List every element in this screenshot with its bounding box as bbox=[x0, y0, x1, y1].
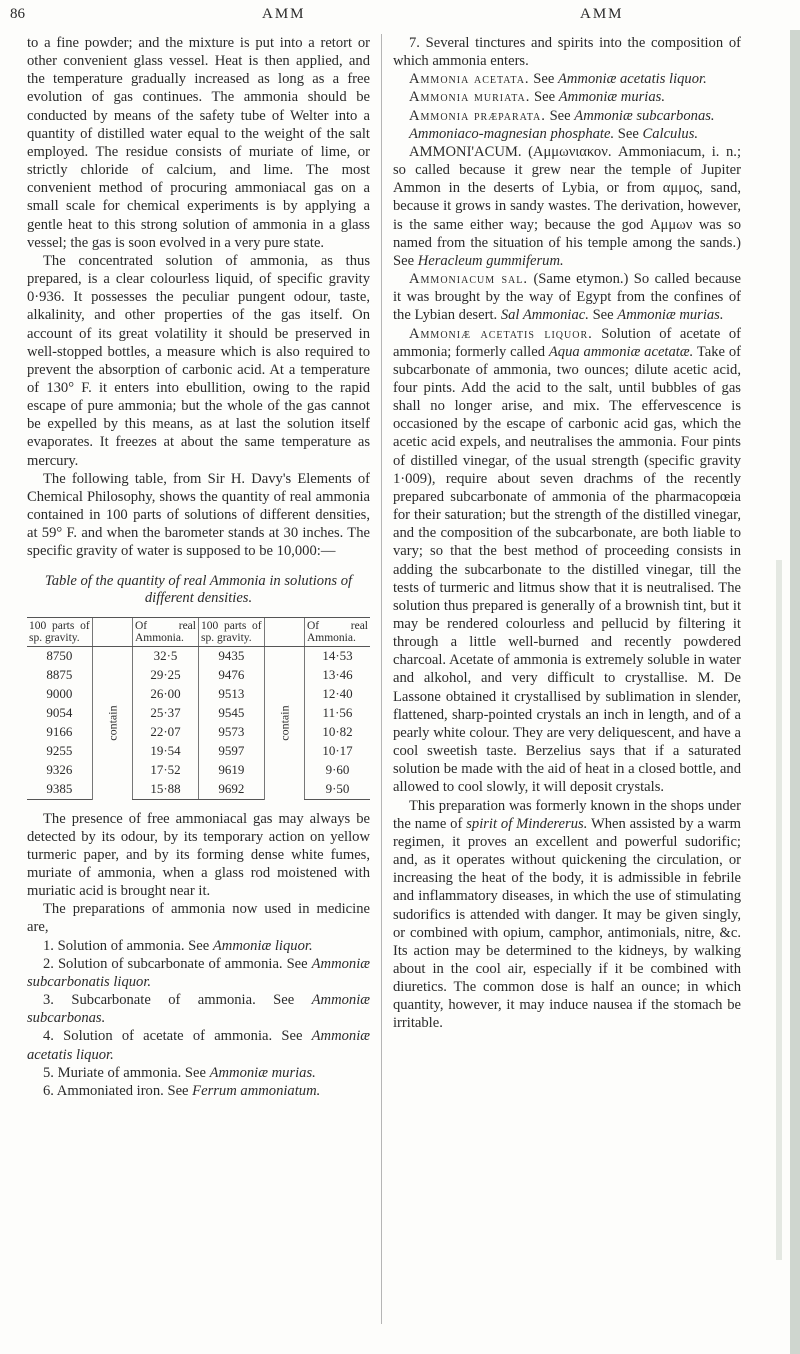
table-cell: 10·82 bbox=[304, 723, 370, 742]
table-cell: 32·5 bbox=[132, 646, 198, 666]
table-row bbox=[27, 704, 370, 723]
list-item: 6. Ammoniated iron. See Ferrum ammoniatum. bbox=[43, 1082, 321, 1099]
table-cell: 9597 bbox=[198, 742, 264, 761]
paragraph: 7. Several tinctures and spirits into the composition of which ammonia enters. bbox=[393, 35, 741, 70]
table-cell: 8875 bbox=[46, 666, 73, 682]
list-item: 3. Subcarbonate of ammonia. See Ammoniæ subcarbonas. bbox=[27, 992, 371, 1027]
entry-magnesian-phosphate: Ammoniaco-magnesian phosphate. See Calculus. bbox=[409, 125, 699, 142]
paragraph: The following table, from Sir H. Davy's Elements of Chemical Philosophy, shows the quantity of real ammonia contained in 100 parts of solutions of different densities, at 59° F. and when the barometer stands at 30 inches. The specific gravity of water is supposed to be 10,000:— bbox=[27, 470, 370, 560]
page-number: 86 bbox=[10, 6, 25, 22]
list-item: 2. Solution of subcarbonate of ammonia. See Ammoniæ subcarbonatis liquor. bbox=[27, 955, 370, 990]
table-cell: 9000 bbox=[46, 685, 73, 701]
table-cell: 29·25 bbox=[132, 666, 198, 685]
table-header: 100 parts of sp. gravity. bbox=[27, 617, 92, 646]
paragraph: This preparation was formerly known in the shops under the name of spirit of Mindererus. When assisted by a warm regimen, it proves an excellent and powerful sudorific; and, as it operates without quickening the circulation, or increasing the heat of the body, it is admissible in febrile and inflammatory diseases, in which the use of stimulating sudorifics is attended with danger. It may be given singly, or combined with opium, camphor, antimonials, nitre, &c. Its action may be determined to the kidneys, by walking about in the cool air, especially if it be combined with diuretics. The common dose is half an ounce; in which quantity, however, it may induce nausea if the stomach be irritable. bbox=[393, 797, 741, 1032]
right-column bbox=[393, 34, 741, 1033]
table-row bbox=[27, 780, 370, 800]
table-cell: 9054 bbox=[46, 704, 73, 720]
table-cell: 13·46 bbox=[304, 666, 370, 685]
running-head-right: AMM bbox=[580, 6, 624, 22]
table-cell: 9166 bbox=[46, 723, 73, 739]
list-item: 5. Muriate of ammonia. See Ammoniæ murias. bbox=[43, 1064, 316, 1081]
paragraph: The presence of free ammoniacal gas may always be detected by its odour, by its temporary action on yellow turmeric paper, and by its forming dense white fumes, muriate of ammonia, when a glass rod moistened with muriatic acid is brought near it. bbox=[27, 810, 370, 900]
table-cell: 9619 bbox=[198, 761, 264, 780]
table-cell: 9545 bbox=[198, 704, 264, 723]
table-cell: 14·53 bbox=[304, 646, 370, 666]
table-row bbox=[27, 742, 370, 761]
table-cell: 8750 bbox=[46, 647, 73, 663]
table-cell: 9385 bbox=[27, 780, 92, 800]
table-header: Of real Ammonia. bbox=[132, 617, 198, 646]
running-head-left: AMM bbox=[262, 6, 306, 22]
table-header-spacer bbox=[264, 617, 304, 646]
table-cell: 9692 bbox=[198, 780, 264, 800]
entry-ammonia-muriata: Ammonia muriata. See Ammoniæ murias. bbox=[409, 89, 665, 106]
table-header: 100 parts of sp. gravity. bbox=[198, 617, 264, 646]
table-row bbox=[27, 761, 370, 780]
table-cell: 9·50 bbox=[304, 780, 370, 800]
table-row bbox=[27, 666, 370, 685]
table-cell: 10·17 bbox=[304, 742, 370, 761]
column-divider bbox=[381, 34, 382, 1324]
table-cell: 15·88 bbox=[132, 780, 198, 800]
table-cell: 9326 bbox=[46, 761, 73, 777]
table-cell: 9·60 bbox=[304, 761, 370, 780]
list-item: 1. Solution of ammonia. See Ammoniæ liquor. bbox=[43, 937, 313, 954]
table-cell: 9476 bbox=[198, 666, 264, 685]
contain-label: contain bbox=[92, 646, 132, 799]
table-cell: 11·56 bbox=[304, 704, 370, 723]
entry-ammoniacum-sal: Ammoniacum sal. (Same etymon.) So called because it was brought by the way of Egypt from the confines of the Lybian desert. Sal Ammoniac. See Ammoniæ murias. bbox=[393, 271, 741, 324]
table-cell: 9255 bbox=[46, 742, 73, 758]
table-cell: 9435 bbox=[198, 646, 264, 666]
table-row bbox=[27, 646, 370, 666]
left-column bbox=[27, 34, 370, 1100]
paragraph: The preparations of ammonia now used in medicine are, bbox=[27, 901, 370, 936]
table-header-spacer bbox=[92, 617, 132, 646]
entry-acetatis-liquor: Ammoniæ acetatis liquor. Solution of acetate of ammonia; formerly called Aqua ammoniæ acetatæ. Take of subcarbonate of ammonia, two ounces; dilute acetic acid, four pints. Add the acid to the salt, until bubbles of gas shall no longer arise, and mix. The effervescence is occasioned by the escape of carbonic acid gas, which the acetic acid expels, and neutralises the ammonia. Four pints of distilled vinegar, of the usual strength (specific gravity 1·009), require about seven drachms of the recently prepared subcarbonate of ammonia of the pharmacopœia for their saturation; but the strength of the distilled vinegar, and the composition of the subcarbonate, are both liable to vary; so that the best method of proceeding consists in adding the subcarbonate to the distilled vinegar, till the tests of turmeric and litmus show that it is neutralised. The solution thus prepared is generally of a brownish tint, but it may be rendered colourless and pellucid by filtering it through a little well-burned and recently powdered charcoal. Acetate of ammonia is extremely soluble in water and alkohol, and very difficult to crystallise. M. De Lassone obtained it crystallised by sublimation in slender, flattened, sharp-pointed crystals an inch in length, and of a pearly white colour. They are very deliquescent, and have a cool sweetish taste. Berzelius says that if a saturated solution be made with the aid of heat in a closed bottle, and allowed to cool slowly, it will deposit crystals. bbox=[393, 325, 741, 796]
page-shadow bbox=[776, 560, 782, 1260]
paragraph: to a fine powder; and the mixture is put into a retort or other convenient glass vessel. Heat is then applied, and the temperature gradually increased as long as a free evolution of gas continues. The ammonia should be conducted by means of the safety tube of Welter into a quantity of distilled water equal to the weight of the salt employed. The residue consists of muriate of lime, or strictly chloride of calcium, and lime. The most convenient method of procuring ammoniacal gas on a small scale for chemical experiments is by applying a gentle heat to this strong solution of ammonia in a glass vessel; the gas is soon evolved in a very pure state. bbox=[27, 35, 370, 251]
table-row bbox=[27, 723, 370, 742]
page-header bbox=[0, 4, 800, 32]
table-row bbox=[27, 685, 370, 704]
table-caption: Table of the quantity of real Ammonia in solutions of different densities. bbox=[44, 572, 353, 606]
table-cell: 12·40 bbox=[304, 685, 370, 704]
table-cell: 26·00 bbox=[132, 685, 198, 704]
table-cell: 22·07 bbox=[132, 723, 198, 742]
page-edge bbox=[790, 30, 800, 1354]
table-header: Of real Ammonia. bbox=[304, 617, 370, 646]
entry-ammonia-acetata: Ammonia acetata. See Ammoniæ acetatis liquor. bbox=[409, 71, 707, 88]
table-cell: 9573 bbox=[198, 723, 264, 742]
table-cell: 9513 bbox=[198, 685, 264, 704]
table-cell: 19·54 bbox=[132, 742, 198, 761]
list-item: 4. Solution of acetate of ammonia. See Ammoniæ acetatis liquor. bbox=[27, 1028, 370, 1063]
paragraph: The concentrated solution of ammonia, as thus prepared, is a clear colourless liquid, of specific gravity 0·936. It possesses the peculiar pungent odour, taste, alkalinity, and other properties of the gas itself. On account of its great volatility it should be preserved in well-stopped bottles, a measure which is also required to prevent the absorption of carbonic acid. At a temperature of 130° F. it enters into ebullition, owing to the rapid escape of pure ammonia; but the whole of the gas cannot be expelled by this means, as at last the solution itself evaporates. It freezes at about the same temperature as mercury. bbox=[27, 252, 370, 469]
table-cell: 17·52 bbox=[132, 761, 198, 780]
table-cell: 25·37 bbox=[132, 704, 198, 723]
entry-ammonia-praeparata: Ammonia præparata. See Ammoniæ subcarbonas. bbox=[409, 107, 715, 124]
contain-label: contain bbox=[264, 646, 304, 799]
entry-ammoniacum: AMMONI'ACUM. (Αμμωνιακον. Ammoniacum, i. n.; so called because it grew near the temple of Jupiter Ammon in the deserts of Lybia, or from αμμος, sand, because it grows in sandy wastes. The derivation, however, is the same either way; because the god Αμμων was so named from the situation of his temple among the sands.) See Heracleum gummiferum. bbox=[393, 143, 741, 269]
density-table bbox=[27, 617, 370, 800]
